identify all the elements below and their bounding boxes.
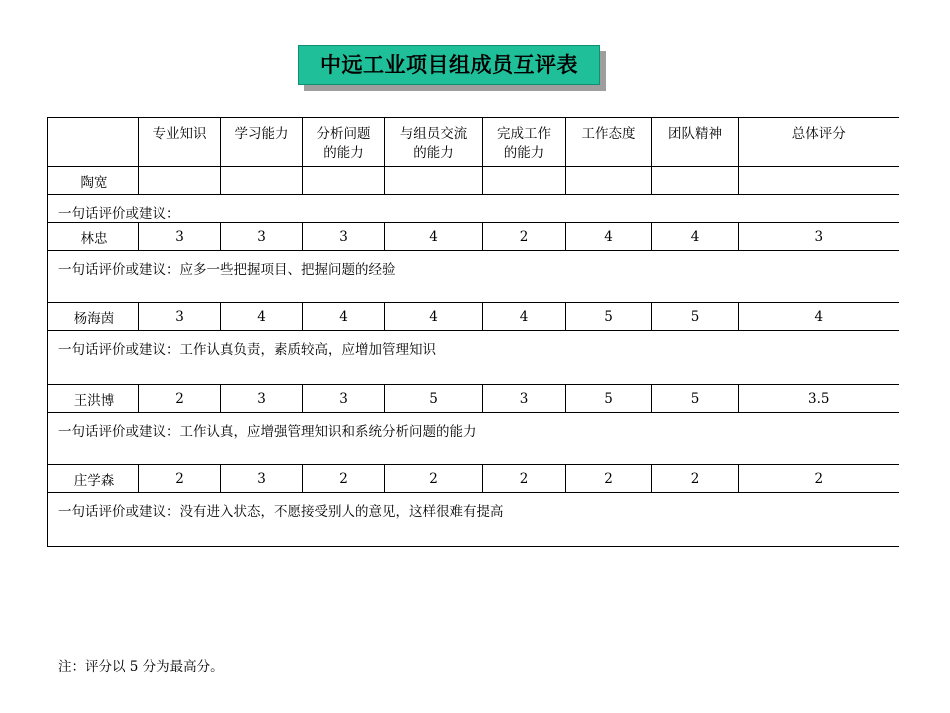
score-cell [483, 167, 566, 195]
score-cell: 3 [221, 465, 303, 493]
score-cell [566, 167, 652, 195]
column-header-line: 团队精神 [668, 126, 722, 142]
score-cell: 3 [221, 223, 303, 251]
score-row [48, 465, 899, 493]
score-cell: 5 [652, 385, 739, 413]
score-cell: 3 [139, 223, 221, 251]
column-header [139, 118, 221, 167]
score-cell: 5 [385, 385, 483, 413]
comment-row [48, 331, 899, 385]
column-header-line: 学习能力 [234, 126, 289, 142]
overall-score-cell: 2 [739, 465, 899, 493]
column-header-line: 的能力 [413, 145, 454, 161]
column-header-line: 的能力 [503, 145, 545, 161]
column-header [739, 118, 899, 167]
score-row [48, 167, 899, 195]
score-cell: 3 [303, 223, 385, 251]
column-header-line: 完成工作 [497, 126, 551, 142]
score-cell: 4 [483, 303, 566, 331]
overall-score-cell: 3 [739, 223, 899, 251]
score-cell [303, 167, 385, 195]
comment-cell: 一句话评价或建议：没有进入状态，不愿接受别人的意见，这样很难有提高 [48, 493, 899, 547]
score-cell: 2 [652, 465, 739, 493]
evaluation-table [47, 117, 899, 547]
footnote: 注：评分以 5 分为最高分。 [58, 659, 224, 675]
header-row [48, 118, 899, 167]
member-name-cell: 庄学森 [48, 465, 139, 493]
column-header [303, 118, 385, 167]
score-cell: 4 [566, 223, 652, 251]
column-header-line: 专业知识 [152, 126, 207, 142]
column-header [566, 118, 652, 167]
score-cell: 2 [139, 385, 221, 413]
comment-cell: 一句话评价或建议：工作认真，应增强管理知识和系统分析问题的能力 [48, 413, 899, 465]
member-name-cell: 王洪博 [48, 385, 139, 413]
member-name-cell: 陶宽 [48, 167, 139, 195]
score-cell [139, 167, 221, 195]
score-cell: 5 [566, 385, 652, 413]
score-cell [221, 167, 303, 195]
column-header [385, 118, 483, 167]
score-cell: 5 [652, 303, 739, 331]
score-cell: 2 [303, 465, 385, 493]
member-name-cell: 杨海茵 [48, 303, 139, 331]
member-name-cell: 林忠 [48, 223, 139, 251]
score-cell: 4 [221, 303, 303, 331]
score-cell: 4 [652, 223, 739, 251]
comment-row [48, 195, 899, 223]
score-cell: 3 [483, 385, 566, 413]
column-header [221, 118, 303, 167]
comment-cell: 一句话评价或建议：应多一些把握项目、把握问题的经验 [48, 251, 899, 303]
score-cell [652, 167, 739, 195]
score-row [48, 303, 899, 331]
score-cell: 2 [385, 465, 483, 493]
score-cell: 2 [139, 465, 221, 493]
score-cell: 3 [221, 385, 303, 413]
score-cell: 2 [483, 465, 566, 493]
overall-score-cell: 4 [739, 303, 899, 331]
column-header-line: 与组员交流 [399, 126, 468, 142]
column-header [652, 118, 739, 167]
score-cell: 3 [303, 385, 385, 413]
overall-score-cell: 3.5 [739, 385, 899, 413]
column-header-line: 工作态度 [581, 126, 636, 142]
score-cell [385, 167, 483, 195]
score-cell: 5 [566, 303, 652, 331]
score-row [48, 223, 899, 251]
comment-cell: 一句话评价或建议： [48, 195, 899, 223]
score-cell: 4 [385, 303, 483, 331]
overall-score-cell [739, 167, 899, 195]
title-banner [298, 45, 608, 92]
score-cell: 4 [303, 303, 385, 331]
comment-row [48, 413, 899, 465]
comment-row [48, 493, 899, 547]
comment-cell: 一句话评价或建议：工作认真负责，素质较高，应增加管理知识 [48, 331, 899, 385]
score-cell: 3 [139, 303, 221, 331]
header-corner-cell [48, 118, 139, 167]
score-cell: 2 [566, 465, 652, 493]
column-header [483, 118, 566, 167]
column-header-line: 分析问题 [316, 126, 371, 142]
column-header-line: 总体评分 [791, 126, 846, 142]
score-cell: 4 [385, 223, 483, 251]
score-cell: 2 [483, 223, 566, 251]
comment-row [48, 251, 899, 303]
page-title: 中远工业项目组成员互评表 [298, 45, 600, 85]
score-row [48, 385, 899, 413]
column-header-line: 的能力 [323, 145, 364, 161]
